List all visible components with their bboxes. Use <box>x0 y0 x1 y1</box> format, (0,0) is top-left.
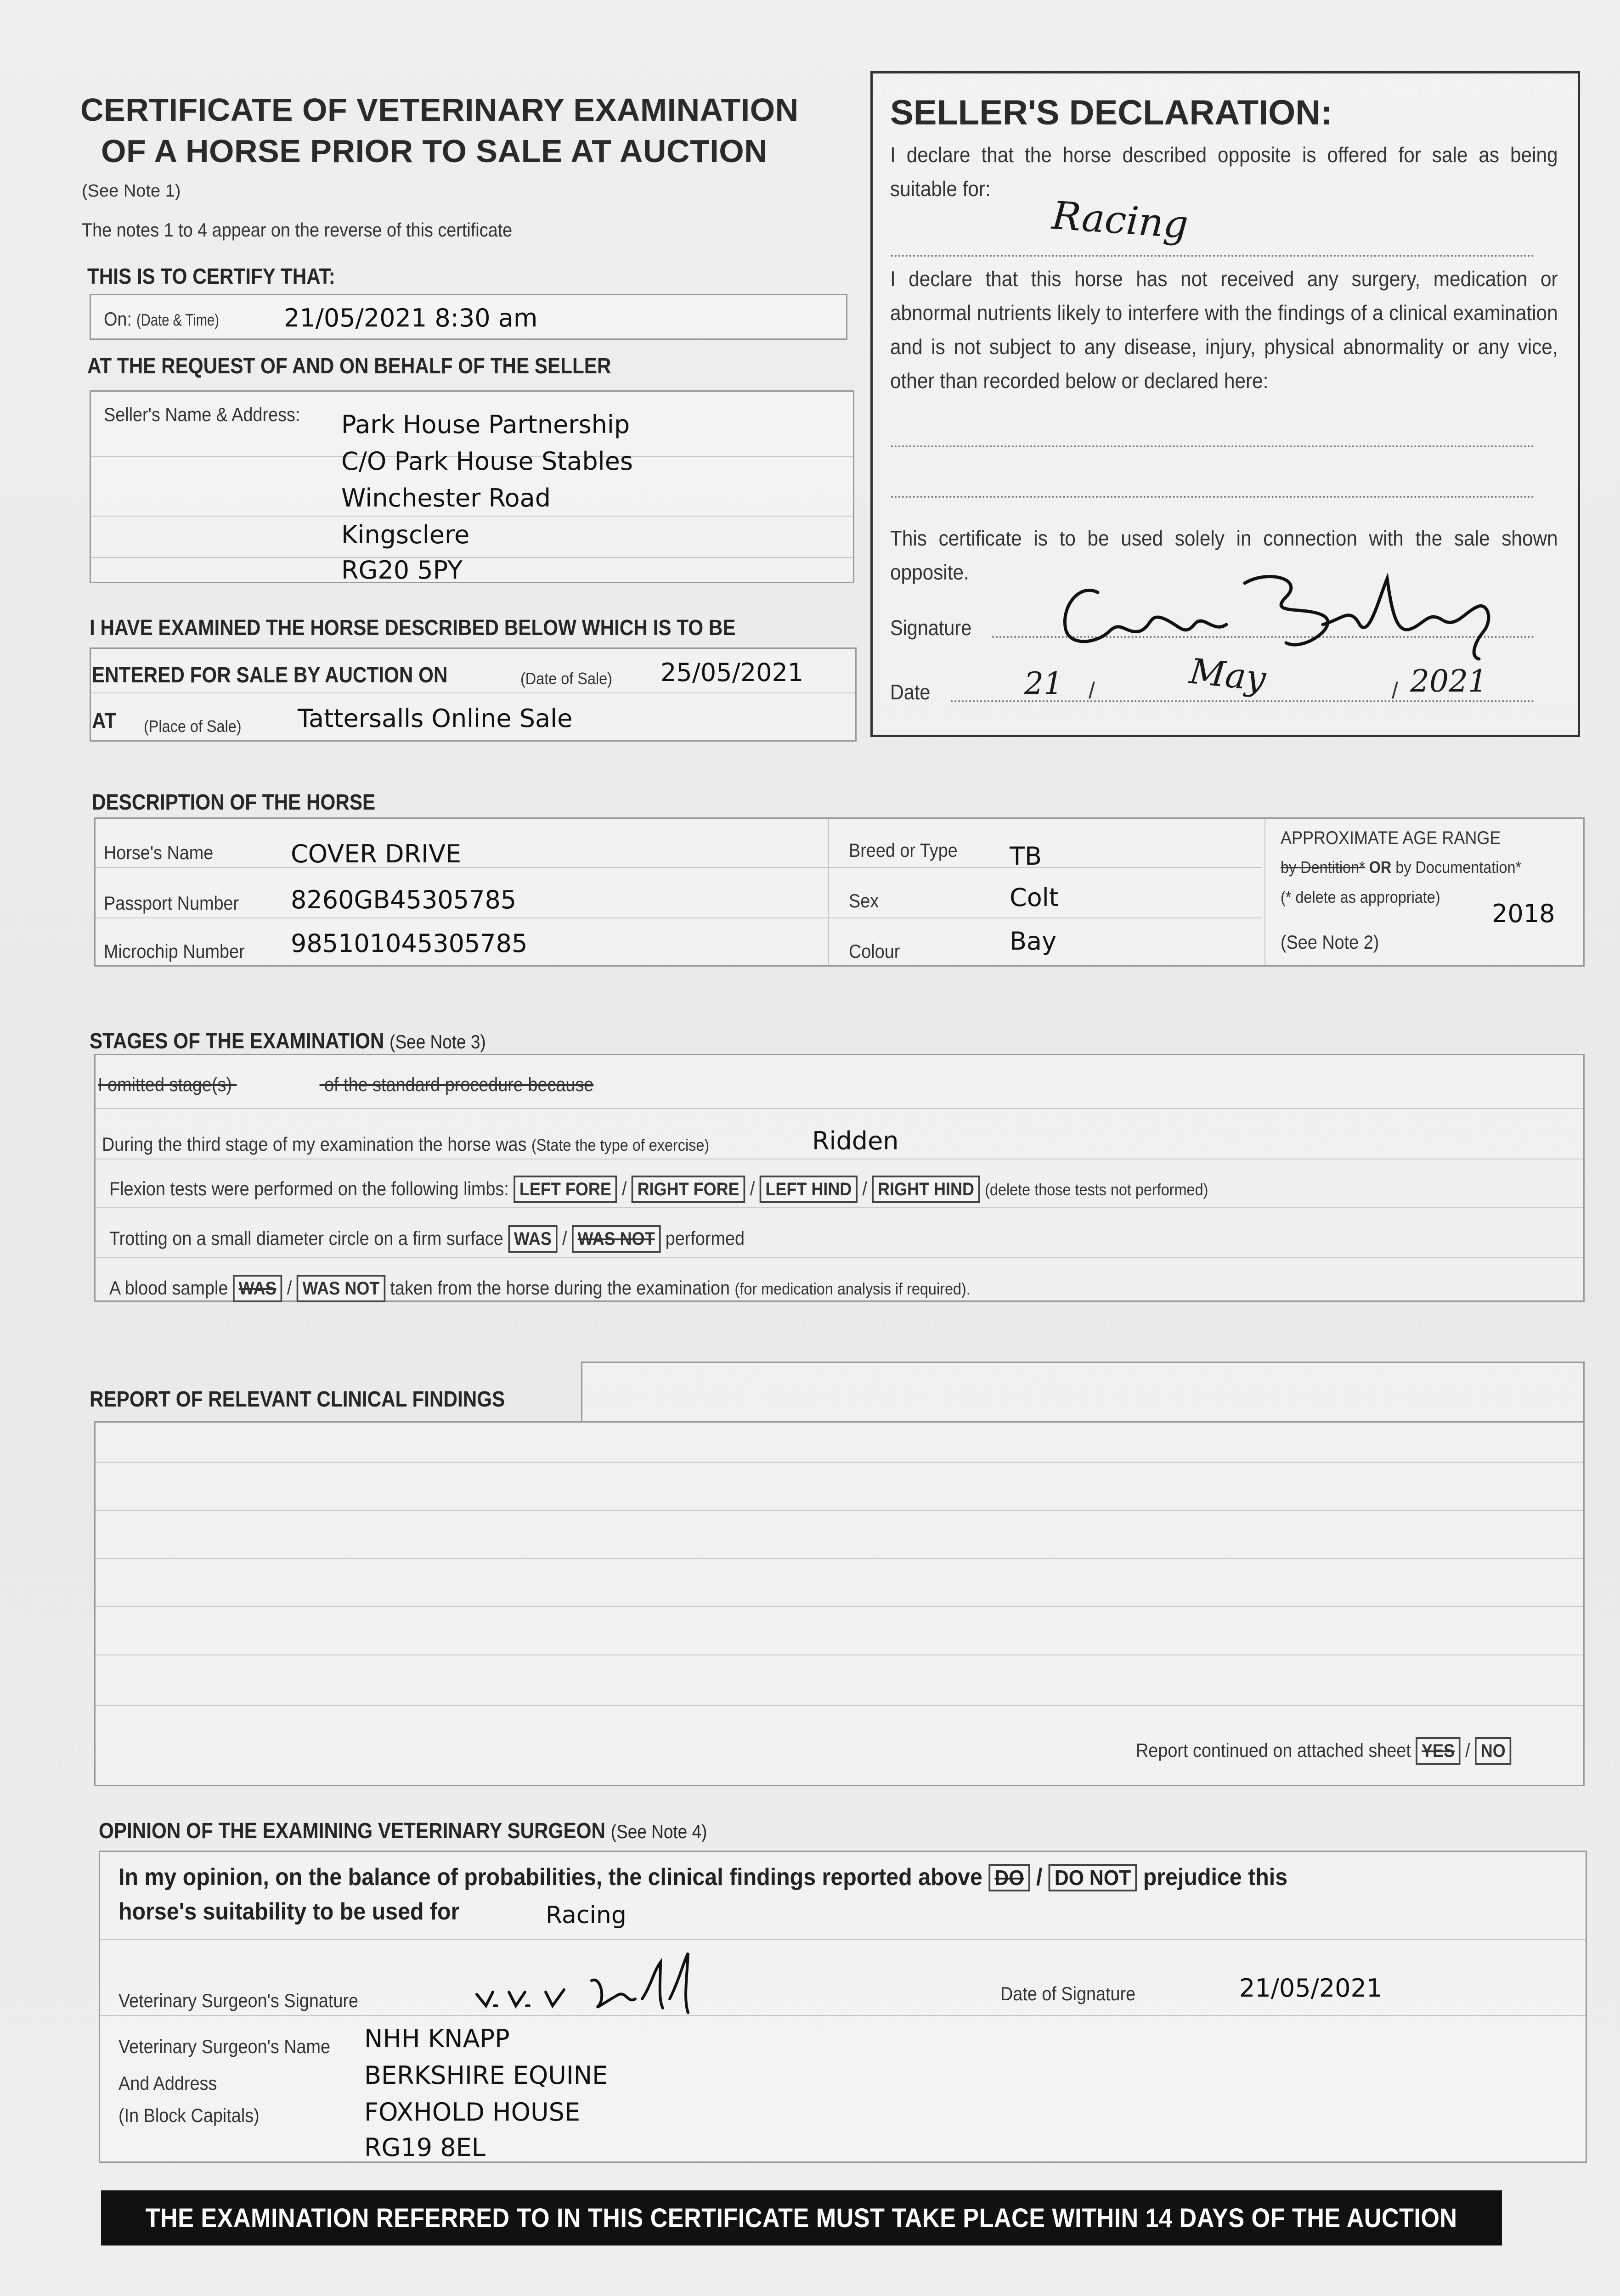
flexion-row: Flexion tests were performed on the following limbs: LEFT FORE / RIGHT FORE / LEFT HIND / RIGHT HIND (delete those tests not performed) <box>109 1176 1208 1203</box>
microchip-number-label: Microchip Number <box>104 940 245 962</box>
examined-heading-2: ENTERED FOR SALE BY AUCTION ON <box>92 663 448 687</box>
seller-signature[interactable] <box>1029 551 1497 661</box>
opinion-line-1b: prejudice this <box>1143 1864 1288 1891</box>
flex-left-hind[interactable]: LEFT HIND <box>760 1176 858 1203</box>
date-of-sale-value[interactable]: 25/05/2021 <box>660 658 804 687</box>
trot-row: Trotting on a small diameter circle on a firm surface WAS / WAS NOT performed <box>109 1225 745 1253</box>
age-or: OR <box>1369 858 1392 877</box>
blood-text: A blood sample <box>109 1277 228 1299</box>
declaration-para-1: I declare that the horse described opposite is offered for sale as being suitable for: <box>890 143 1558 201</box>
stages-see-note: (See Note 3) <box>389 1031 486 1052</box>
on-label <box>104 308 228 330</box>
footer-banner <box>101 2190 1502 2245</box>
third-stage-value[interactable]: Ridden <box>812 1126 899 1155</box>
place-of-sale-label: (Place of Sale) <box>144 717 242 736</box>
age-delete-note: (* delete as appropriate) <box>1281 888 1440 906</box>
blood-was[interactable]: WAS <box>233 1275 282 1302</box>
blood-after: taken from the horse during the examination <box>390 1277 730 1299</box>
findings-heading: REPORT OF RELEVANT CLINICAL FINDINGS <box>90 1387 505 1412</box>
sale-box <box>90 647 857 742</box>
blood-note: (for medication analysis if required). <box>734 1279 971 1298</box>
seller-heading: AT THE REQUEST OF AND ON BEHALF OF THE SELLER <box>87 354 611 378</box>
certify-date-box <box>90 294 847 340</box>
certify-heading: THIS IS TO CERTIFY THAT: <box>87 264 335 289</box>
vet-line-4[interactable]: RG19 8EL <box>364 2133 485 2162</box>
blood-was-not[interactable]: WAS NOT <box>297 1275 385 1302</box>
passport-number-value[interactable]: 8260GB45305785 <box>291 885 517 914</box>
breed-label: Breed or Type <box>849 839 958 861</box>
title-line-2: OF A HORSE PRIOR TO SALE AT AUCTION <box>101 133 768 169</box>
vet-line-3[interactable]: FOXHOLD HOUSE <box>364 2098 581 2127</box>
age-range-options <box>1281 858 1521 877</box>
on-sublabel: (Date & Time) <box>136 310 220 329</box>
at-label: AT <box>92 709 117 733</box>
date-slash-1: / <box>1089 678 1095 703</box>
declaration-para-3: This certificate is to be used solely in connection with the sale shown opposite. <box>890 526 1558 584</box>
third-stage-hint: (State the type of exercise) <box>531 1136 710 1154</box>
omitted-stages-b: of the standard procedure because <box>324 1074 594 1095</box>
seller-address-line-2[interactable]: C/O Park House Stables <box>341 447 633 476</box>
opinion-heading-text: OPINION OF THE EXAMINING VETERINARY SURGEON <box>99 1819 606 1843</box>
date-slash-2: / <box>1392 678 1398 703</box>
vet-signature-label: Veterinary Surgeon's Signature <box>119 1990 359 2011</box>
findings-header-box <box>581 1362 1585 1421</box>
vet-signature[interactable] <box>468 1944 826 2017</box>
suitable-for-value[interactable]: Racing <box>1050 192 1190 248</box>
flex-left-fore[interactable]: LEFT FORE <box>514 1176 617 1203</box>
vet-address-label: And Address <box>119 2072 217 2094</box>
exam-date-value[interactable]: 21/05/2021 8:30 am <box>284 304 538 332</box>
third-stage-row <box>102 1133 709 1155</box>
seller-name-label: Seller's Name & Address: <box>104 404 300 425</box>
opinion-line-1a: In my opinion, on the balance of probabilities, the clinical findings reported above <box>119 1864 982 1891</box>
declaration-date-year[interactable]: 2021 <box>1410 664 1487 699</box>
blood-row: A blood sample WAS / WAS NOT taken from the horse during the examination (for medication analysis if required). <box>109 1275 971 1302</box>
declaration-heading: SELLER'S DECLARATION: <box>890 93 1332 132</box>
stages-heading-text: STAGES OF THE EXAMINATION <box>90 1029 384 1053</box>
examined-heading-1: I HAVE EXAMINED THE HORSE DESCRIBED BELOW WHICH IS TO BE <box>90 616 736 640</box>
flex-right-fore[interactable]: RIGHT FORE <box>632 1176 745 1203</box>
age-by-dentition[interactable]: by Dentition* <box>1281 858 1365 877</box>
findings-continued-text: Report continued on attached sheet <box>1136 1739 1411 1761</box>
footer-text: THE EXAMINATION REFERRED TO IN THIS CERTIFICATE MUST TAKE PLACE WITHIN 14 DAYS OF THE AUCTION <box>146 2203 1457 2233</box>
date-of-signature-value[interactable]: 21/05/2021 <box>1239 1974 1383 2003</box>
description-box <box>94 817 1585 967</box>
sex-label: Sex <box>849 890 879 912</box>
stages-box <box>94 1054 1585 1302</box>
colour-value[interactable]: Bay <box>1010 927 1057 956</box>
place-of-sale-value[interactable]: Tattersalls Online Sale <box>298 704 573 733</box>
microchip-number-value[interactable]: 985101045305785 <box>291 929 528 958</box>
findings-continued-row: Report continued on attached sheet YES / NO <box>1136 1737 1511 1765</box>
horse-name-value[interactable]: COVER DRIVE <box>291 839 462 868</box>
notes-reverse-text: The notes 1 to 4 appear on the reverse of this certificate <box>82 219 513 241</box>
opinion-line-1: In my opinion, on the balance of probabilities, the clinical findings reported above DO / DO NOT prejudice this <box>119 1864 1288 1891</box>
seller-address-line-5[interactable]: RG20 5PY <box>341 556 463 585</box>
description-heading: DESCRIPTION OF THE HORSE <box>92 790 376 815</box>
opinion-see-note: (See Note 4) <box>610 1821 707 1842</box>
seller-declaration-box <box>870 71 1580 737</box>
declaration-para-2: I declare that this horse has not received any surgery, medication or abnormal nutrients likely to interfere with the findings of a clinical examination and is not subject to any disease, injury, physical abnormality or any vice, other than recorded below or declared here: <box>890 267 1558 393</box>
on-label-text: On: <box>104 308 132 330</box>
vet-block-caps-label: (In Block Capitals) <box>119 2105 260 2126</box>
colour-label: Colour <box>849 940 900 962</box>
opinion-do[interactable]: DO <box>988 1864 1030 1891</box>
opinion-box <box>99 1851 1587 2163</box>
declaration-date-month[interactable]: May <box>1187 650 1268 699</box>
title-line-1: CERTIFICATE OF VETERINARY EXAMINATION <box>80 92 799 128</box>
stages-heading <box>90 1029 486 1054</box>
opinion-heading <box>99 1818 707 1844</box>
vet-line-1[interactable]: NHH KNAPP <box>364 2024 510 2053</box>
omitted-stages-a: I omitted stage(s) <box>98 1074 232 1095</box>
seller-address-line-3[interactable]: Winchester Road <box>341 484 551 512</box>
flexion-note: (delete those tests not performed) <box>985 1180 1208 1199</box>
opinion-use-value[interactable]: Racing <box>546 1902 627 1929</box>
breed-value[interactable]: TB <box>1010 842 1042 871</box>
trot-was[interactable]: WAS <box>508 1225 557 1253</box>
horse-name-label: Horse's Name <box>104 842 214 863</box>
date-of-sale-label: (Date of Sale) <box>520 669 612 688</box>
date-of-signature-label: Date of Signature <box>1000 1983 1136 2004</box>
continued-yes[interactable]: YES <box>1416 1737 1460 1765</box>
declaration-signature-label: Signature <box>890 616 972 640</box>
vet-name-label: Veterinary Surgeon's Name <box>119 2036 331 2057</box>
age-value[interactable]: 2018 <box>1492 899 1555 928</box>
trot-after: performed <box>665 1227 745 1249</box>
passport-number-label: Passport Number <box>104 892 239 914</box>
flexion-text: Flexion tests were performed on the following limbs: <box>109 1178 509 1199</box>
seller-address-line-1[interactable]: Park House Partnership <box>341 410 630 439</box>
seller-address-box <box>90 390 854 583</box>
age-by-documentation[interactable]: by Documentation* <box>1395 858 1522 877</box>
age-see-note: (See Note 2) <box>1281 931 1379 953</box>
see-note-1: (See Note 1) <box>82 181 181 201</box>
omitted-stages-text <box>98 1074 593 1096</box>
vet-line-2[interactable]: BERKSHIRE EQUINE <box>364 2061 608 2090</box>
declaration-date-label: Date <box>890 680 931 704</box>
findings-box[interactable] <box>94 1421 1585 1786</box>
continued-no[interactable]: NO <box>1475 1737 1511 1765</box>
opinion-do-not[interactable]: DO NOT <box>1049 1864 1137 1891</box>
trot-was-not[interactable]: WAS NOT <box>572 1225 660 1253</box>
seller-address-line-4[interactable]: Kingsclere <box>341 520 470 549</box>
opinion-line-2: horse's suitability to be used for <box>119 1898 460 1925</box>
third-stage-text: During the third stage of my examination the horse was <box>102 1133 527 1155</box>
sex-value[interactable]: Colt <box>1010 883 1059 912</box>
declaration-date-day[interactable]: 21 <box>1024 666 1063 701</box>
flex-right-hind[interactable]: RIGHT HIND <box>872 1176 980 1203</box>
trot-text: Trotting on a small diameter circle on a firm surface <box>109 1227 503 1249</box>
age-range-heading: APPROXIMATE AGE RANGE <box>1281 828 1501 848</box>
